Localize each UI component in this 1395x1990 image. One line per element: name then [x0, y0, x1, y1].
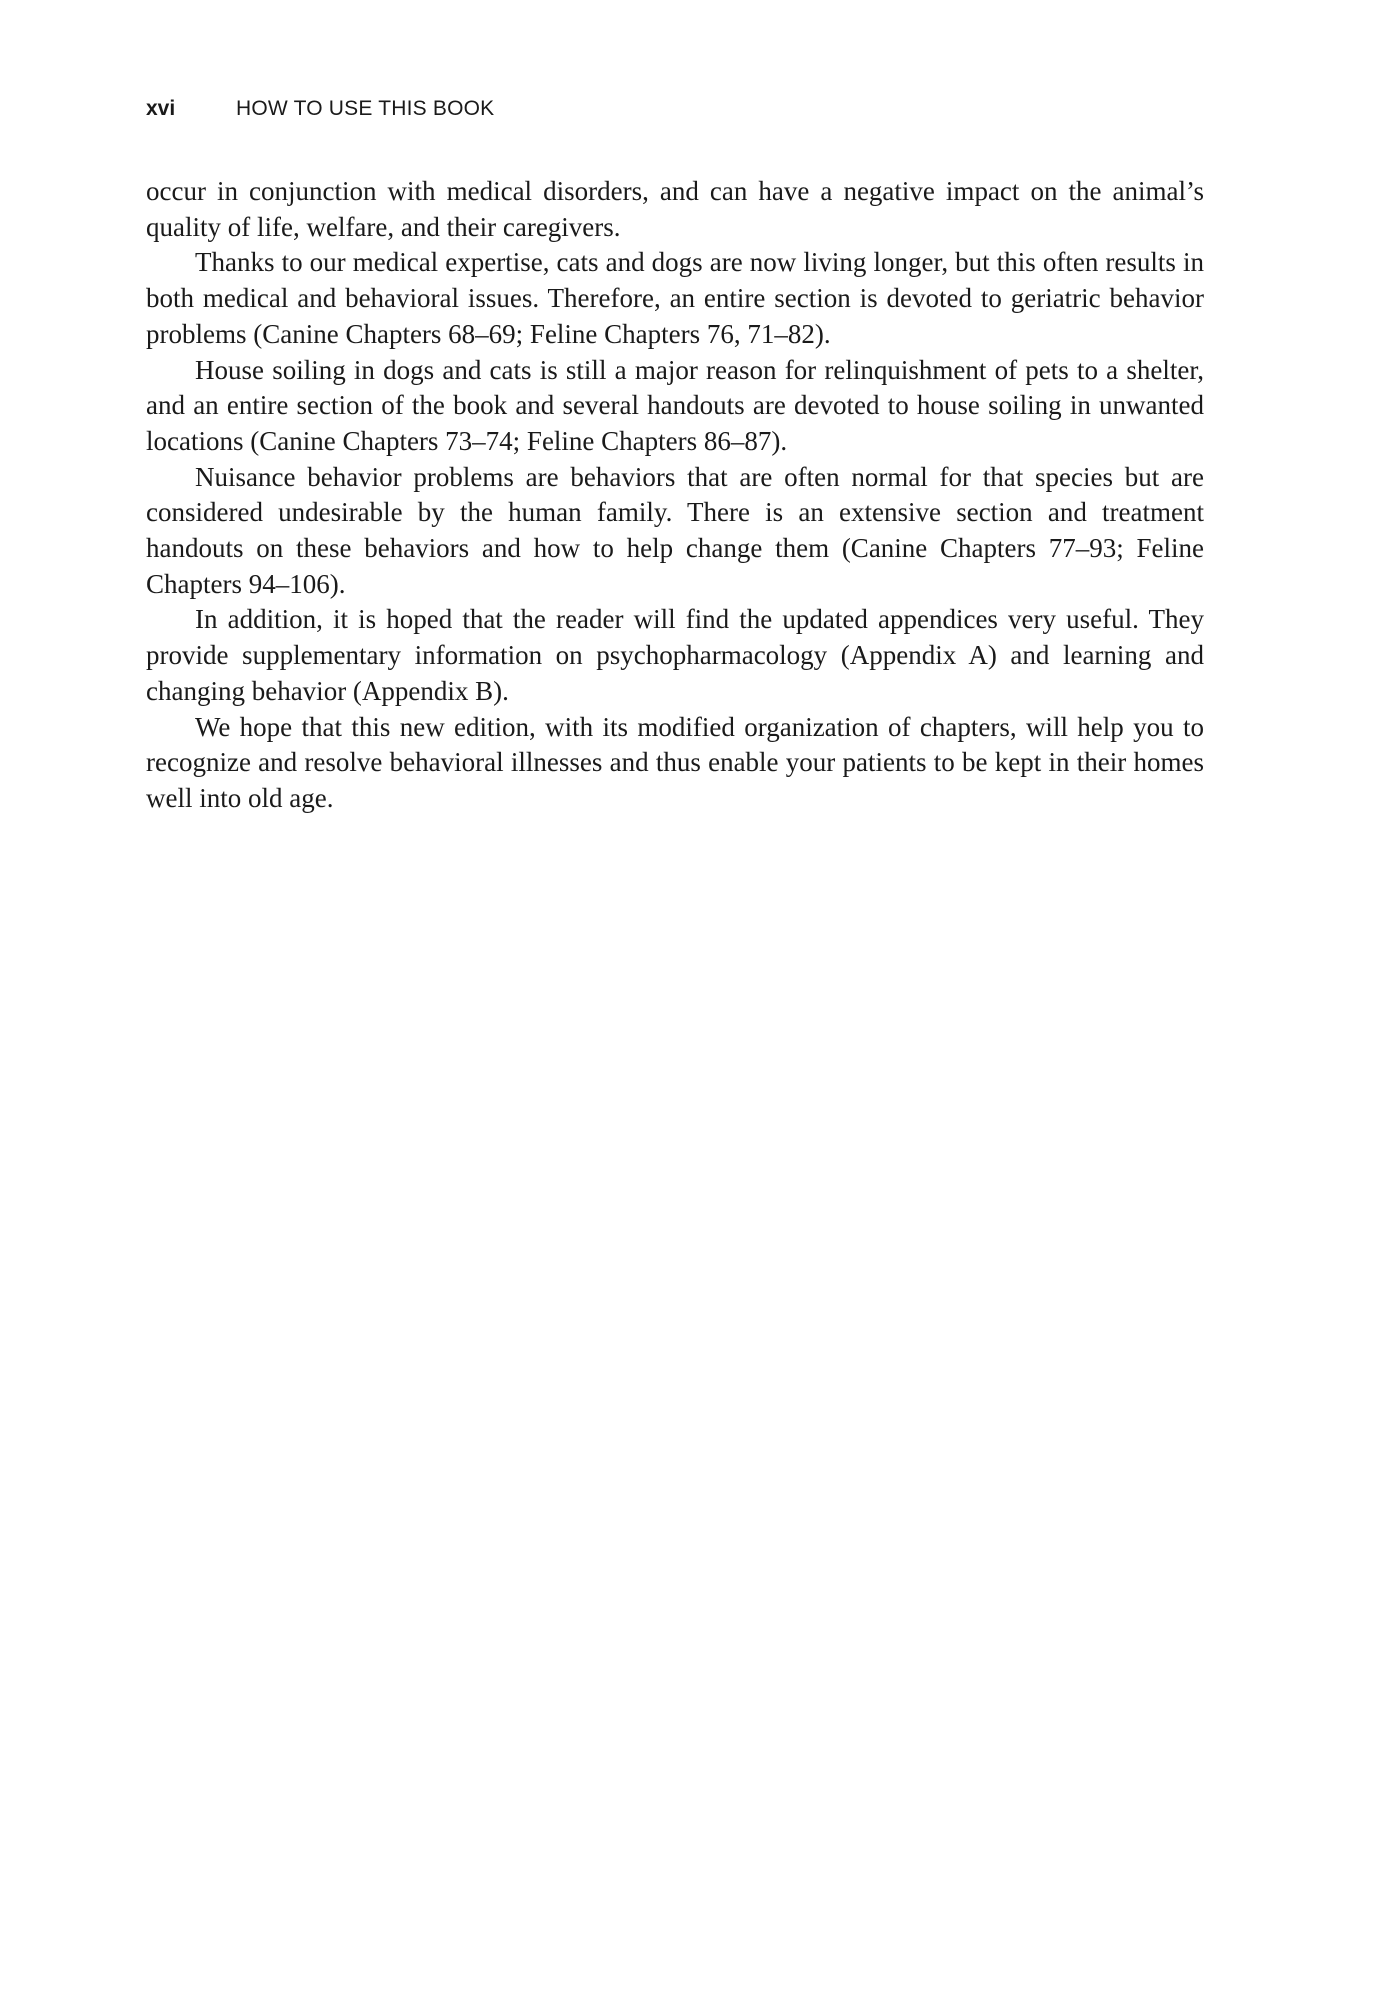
body-text — [146, 174, 1204, 817]
paragraph-appendices: In addition, it is hoped that the reader will find the updated appendices very useful. They provide supplementary information on psychopharmacology (Appendix A) and learning and changing behavior (Appendix B). — [146, 604, 1204, 706]
running-header — [146, 94, 494, 124]
paragraph-continued: occur in conjunction with medical disorders, and can have a negative impact on the animal’s quality of life, welfare, and their caregivers. — [146, 176, 1204, 242]
paragraph-house-soiling: House soiling in dogs and cats is still a major reason for relinquishment of pets to a shelter, and an entire section of the book and several handouts are devoted to house soiling in unwanted locations (Canine Chapters 73–74; Feline Chapters 86–87). — [146, 354, 1204, 456]
paragraph-nuisance-behavior: Nuisance behavior problems are behaviors that are often normal for that species but are considered undesirable by the human family. There is an extensive section and treatment handouts on these behaviors and how to help change them (Canine Chapters 77–93; Feline Chapters 94–106). — [146, 461, 1204, 599]
running-title: HOW TO USE THIS BOOK — [236, 97, 495, 120]
paragraph-geriatric: Thanks to our medical expertise, cats and dogs are now living longer, but this often results in both medical and behavioral issues. Therefore, an entire section is devoted to geriatric behavior problems (Canine Chapters 68–69; Feline Chapters 76, 71–82). — [146, 247, 1204, 349]
page-number: xvi — [146, 97, 176, 120]
paragraph-closing: We hope that this new edition, with its modified organization of chapters, will help you to recognize and resolve behavioral illnesses and thus enable your patients to be kept in their homes well into old age. — [146, 711, 1204, 813]
